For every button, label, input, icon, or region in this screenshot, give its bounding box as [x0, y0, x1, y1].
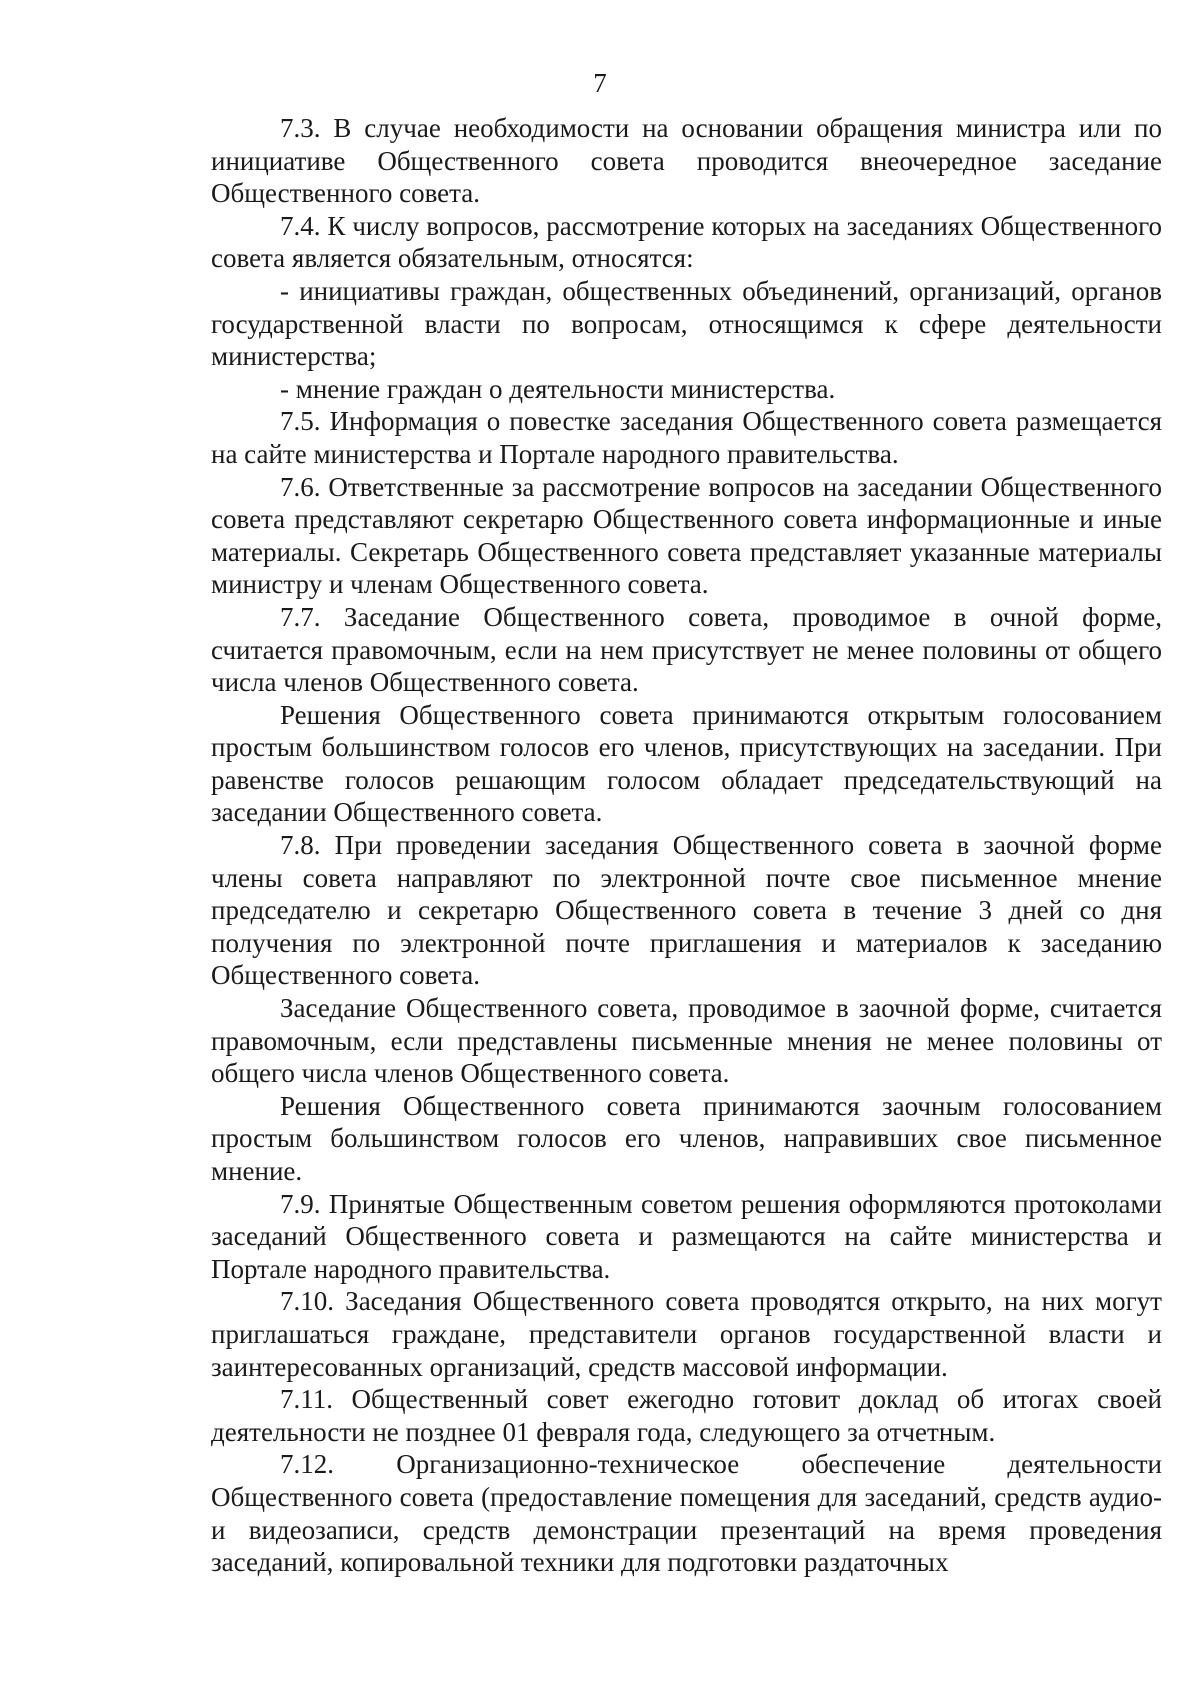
paragraph-7-8: 7.8. При проведении заседания Общественного совета в заочной форме члены совета направляют по электронной почте свое письменное мнение председателю и секретарю Общественного совета в течение 3 дней со дня получения по электронной почте приглашения и материалов к заседанию Общественного совета. — [211, 830, 1162, 991]
paragraph-7-3: 7.3. В случае необходимости на основании обращения министра или по инициативе Общественного совета проводится внеочередное заседание Общественного совета. — [211, 113, 1162, 209]
page-number: 7 — [593, 68, 607, 98]
paragraph-7-12: 7.12. Организационно-техническое обеспечение деятельности Общественного совета (предоставление помещения для заседаний, средств аудио- и видеозаписи, средств демонстрации презентаций на время проведения заседаний, копировальной техники для подготовки раздаточных — [211, 1449, 1162, 1578]
paragraph-7-7: 7.7. Заседание Общественного совета, проводимое в очной форме, считается правомочным, если на нем присутствует не менее половины от общего числа членов Общественного совета. — [211, 601, 1162, 698]
paragraph-7-8-quorum: Заседание Общественного совета, проводимое в заочной форме, считается правомочным, если представлены письменные мнения не менее половины от общего числа членов Общественного совета. — [211, 993, 1162, 1089]
paragraph-7-6: 7.6. Ответственные за рассмотрение вопросов на заседании Общественного совета представляют секретарю Общественного совета информационные и иные материалы. Секретарь Общественного совета представляет указанные материалы министру и членам Общественного совета. — [211, 471, 1162, 600]
paragraph-7-4: 7.4. К числу вопросов, рассмотрение которых на заседаниях Общественного совета является обязательным, относятся: — [211, 210, 1162, 274]
paragraph-7-7-decisions: Решения Общественного совета принимаются открытым голосованием простым большинством голосов его членов, присутствующих на заседании. При равенстве голосов решающим голосом обладает председательствующий на заседании Общественного совета. — [211, 699, 1162, 828]
paragraph-7-8-decisions: Решения Общественного совета принимаются заочным голосованием простым большинством голосов его членов, направивших свое письменное мнение. — [211, 1090, 1162, 1186]
list-item-opinion: - мнение граждан о деятельности министерства. — [280, 373, 836, 404]
paragraph-7-11: 7.11. Общественный совет ежегодно готовит доклад об итогах своей деятельности не позднее 01 февраля года, следующего за отчетным. — [211, 1384, 1162, 1447]
paragraph-7-5: 7.5. Информация о повестке заседания Общественного совета размещается на сайте министерства и Портале народного правительства. — [211, 406, 1162, 469]
paragraph-7-9: 7.9. Принятые Общественным советом решения оформляются протоколами заседаний Общественного совета и размещаются на сайте министерства и Портале народного правительства. — [211, 1188, 1162, 1284]
paragraph-7-10: 7.10. Заседания Общественного совета проводятся открыто, на них могут приглашаться граждане, представители органов государственной власти и заинтересованных организаций, средств массовой информации. — [211, 1286, 1162, 1382]
list-item-initiatives: - инициативы граждан, общественных объединений, организаций, органов государственной власти по вопросам, относящимся к сфере деятельности министерства; — [211, 275, 1162, 372]
document-body — [211, 112, 1162, 1579]
